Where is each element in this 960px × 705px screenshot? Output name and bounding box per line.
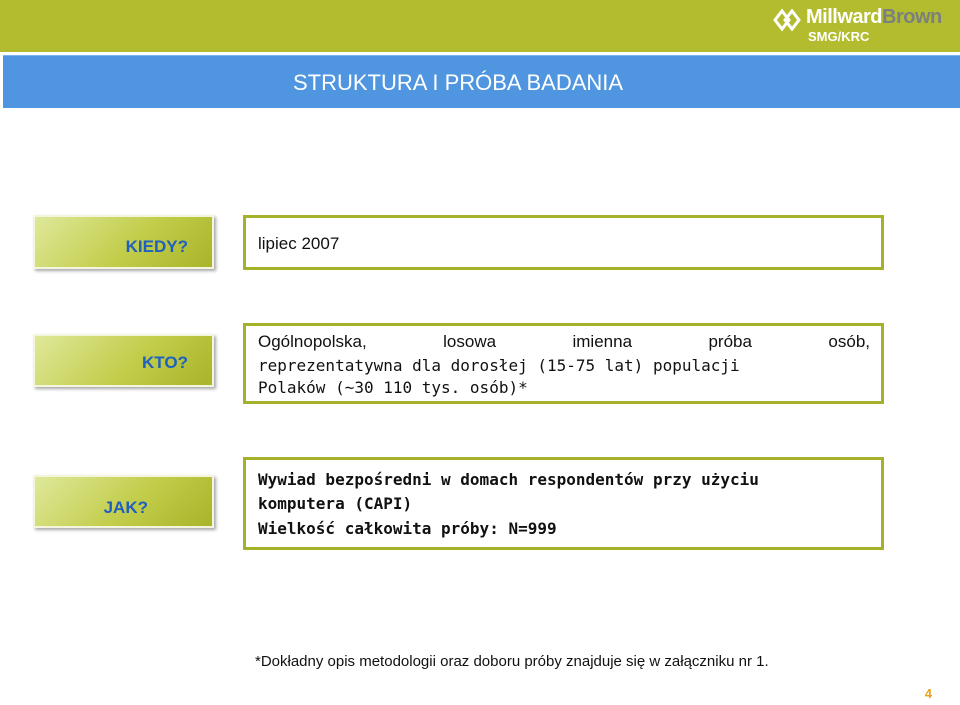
- content-kiedy: [243, 215, 884, 270]
- label-kiedy: KIEDY?: [33, 215, 214, 269]
- logo-subtitle: SMG/KRC: [808, 29, 870, 44]
- label-kto: KTO?: [33, 334, 214, 387]
- top-bar: [0, 0, 960, 52]
- content-jak: [243, 457, 884, 550]
- footnote: *Dokładny opis metodologii oraz doboru próby znajduje się w załączniku nr 1.: [255, 653, 769, 670]
- content-line: komputera (CAPI): [258, 494, 413, 513]
- content-kto: [243, 323, 884, 404]
- content-line: lipiec 2007: [258, 234, 340, 253]
- company-logo: [772, 4, 952, 48]
- content-line: Wielkość całkowita próby: N=999: [258, 519, 557, 538]
- content-line: Ogólnopolska, losowa imienna próba osób,: [258, 332, 870, 351]
- logo-brand: MillwardBrown: [806, 6, 942, 28]
- content-line: reprezentatywna dla dorosłej (15-75 lat) populacji: [258, 356, 740, 375]
- content-line: Polaków (~30 110 tys. osób)*: [258, 378, 528, 397]
- content-line: Wywiad bezpośredni w domach respondentów przy użyciu: [258, 470, 759, 489]
- title-bar: [3, 55, 960, 108]
- page-number: 4: [924, 686, 932, 701]
- page-title: STRUKTURA I PRÓBA BADANIA: [293, 70, 624, 95]
- millward-brown-logo-icon: [772, 6, 802, 34]
- label-jak: JAK?: [33, 475, 214, 528]
